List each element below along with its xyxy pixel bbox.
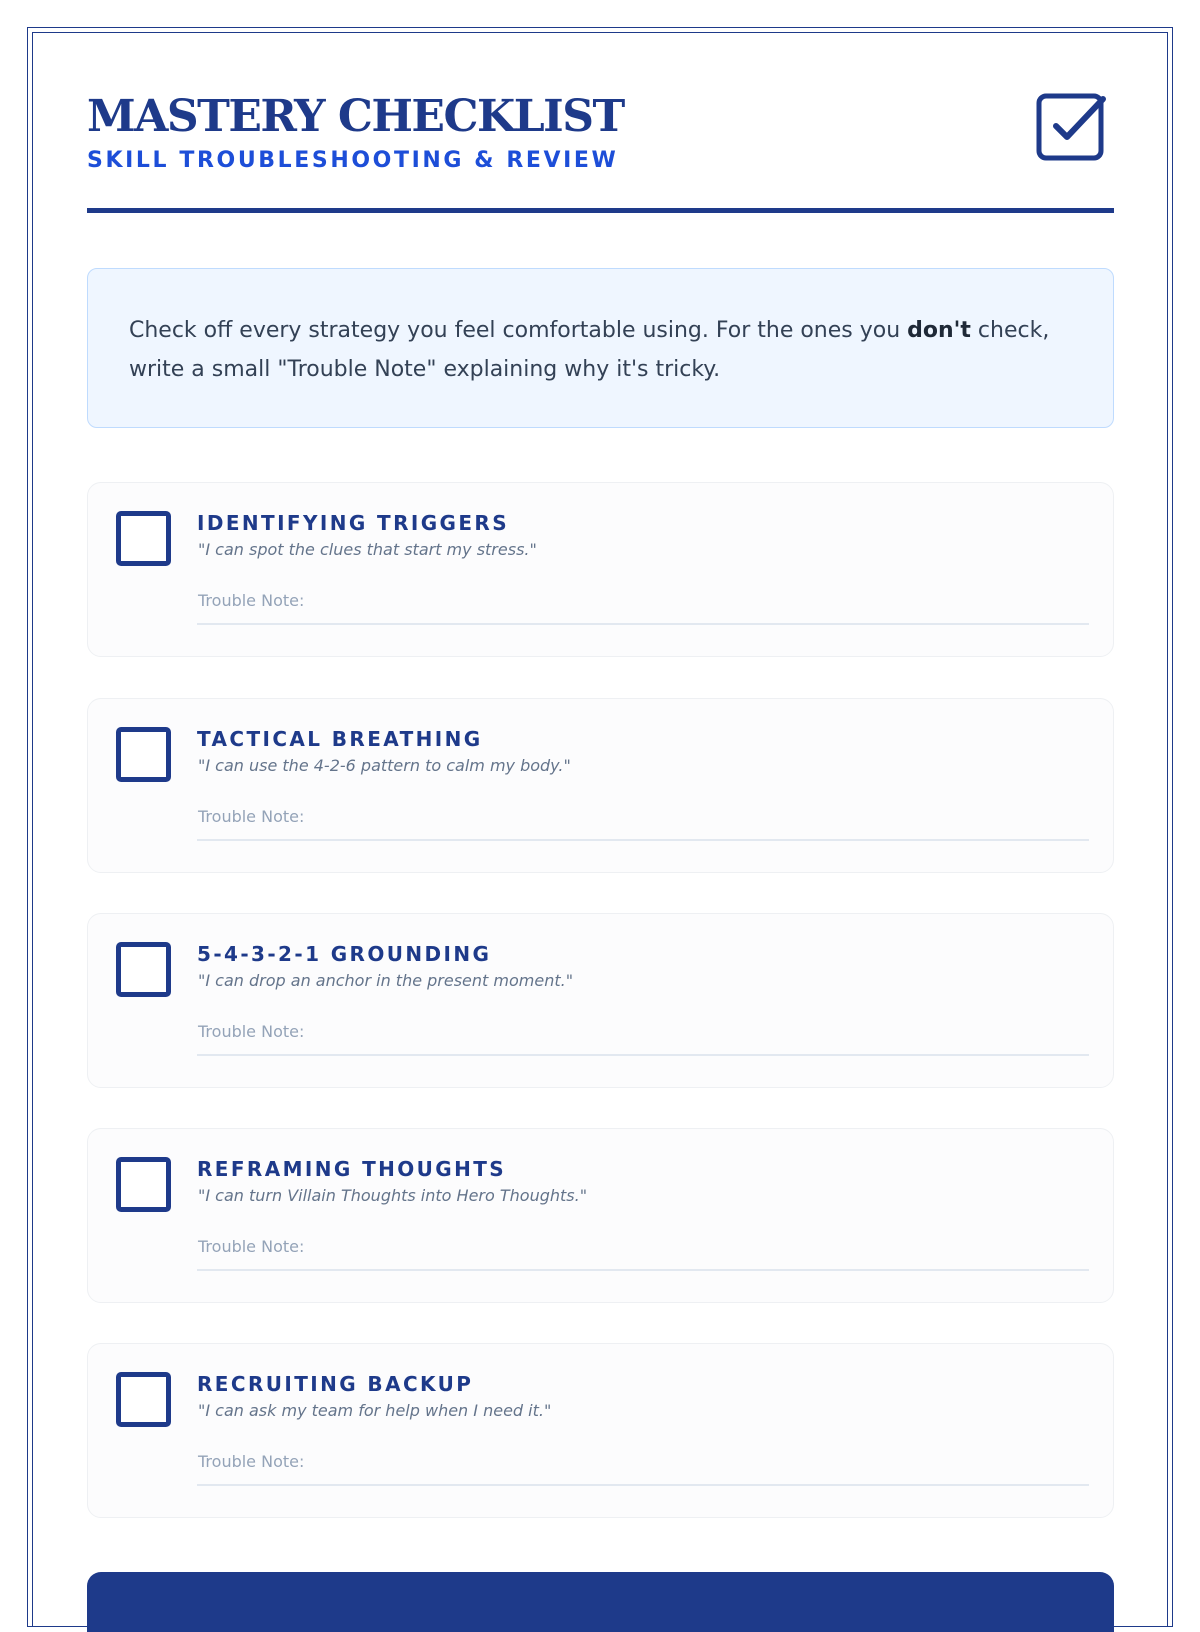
checklist-item (87, 698, 1114, 873)
header-divider (87, 208, 1114, 213)
page-subtitle: SKILL TROUBLESHOOTING & REVIEW (87, 148, 619, 173)
checklist-item (87, 913, 1114, 1088)
skill-title: REFRAMING THOUGHTS (197, 1157, 507, 1181)
skill-title: IDENTIFYING TRIGGERS (197, 511, 510, 535)
instructions-text-end: check, write a small "Trouble Note" explaining why it's tricky. (129, 318, 1050, 382)
skill-checkbox[interactable] (116, 1372, 171, 1427)
skill-checkbox[interactable] (116, 942, 171, 997)
skill-title: 5-4-3-2-1 GROUNDING (197, 942, 492, 966)
footer-bar (87, 1572, 1114, 1632)
trouble-note-label: Trouble Note: (198, 591, 305, 610)
worksheet-header (87, 92, 1113, 212)
checklist-item (87, 1128, 1114, 1303)
trouble-note-writing-line[interactable] (197, 1054, 1089, 1056)
instructions-emphasis: don't (907, 318, 971, 343)
skill-quote: "I can spot the clues that start my stress." (198, 540, 537, 559)
checklist-item (87, 482, 1114, 657)
skill-title: TACTICAL BREATHING (197, 727, 483, 751)
skill-quote: "I can drop an anchor in the present moment." (198, 971, 574, 990)
trouble-note-label: Trouble Note: (198, 1022, 305, 1041)
checklist-item (87, 1343, 1114, 1518)
trouble-note-label: Trouble Note: (198, 1452, 305, 1471)
skill-checkbox[interactable] (116, 1157, 171, 1212)
skill-quote: "I can use the 4-2-6 pattern to calm my body." (198, 756, 571, 775)
skill-checkbox[interactable] (116, 727, 171, 782)
trouble-note-label: Trouble Note: (198, 1237, 305, 1256)
checkbox-checked-icon (1035, 92, 1107, 162)
skill-quote: "I can turn Villain Thoughts into Hero Thoughts." (198, 1186, 588, 1205)
trouble-note-label: Trouble Note: (198, 807, 305, 826)
trouble-note-writing-line[interactable] (197, 1269, 1089, 1271)
skill-title: RECRUITING BACKUP (197, 1372, 474, 1396)
page-title: MASTERY CHECKLIST (87, 91, 624, 142)
skill-checkbox[interactable] (116, 511, 171, 566)
trouble-note-writing-line[interactable] (197, 839, 1089, 841)
skill-quote: "I can ask my team for help when I need it." (198, 1401, 552, 1420)
trouble-note-writing-line[interactable] (197, 1484, 1089, 1486)
trouble-note-writing-line[interactable] (197, 623, 1089, 625)
instructions-box (87, 268, 1114, 428)
instructions-text-start: Check off every strategy you feel comfortable using. For the ones you (129, 318, 908, 343)
